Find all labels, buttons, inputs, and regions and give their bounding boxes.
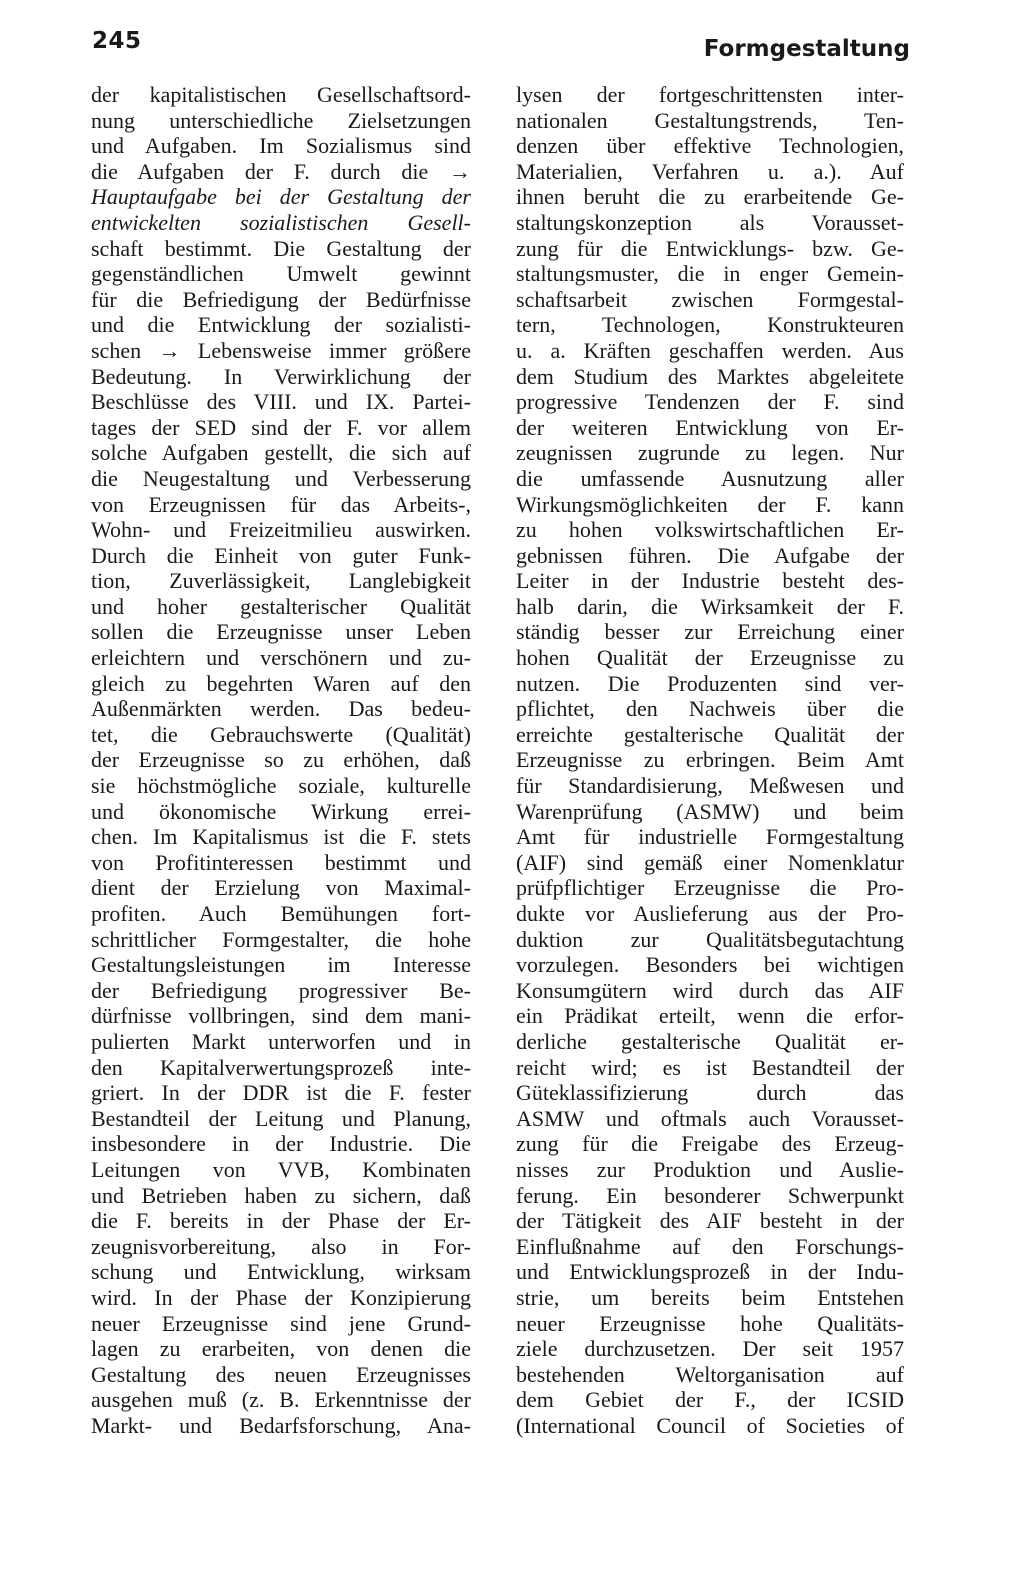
text-line: tern, Technologen, Konstrukteuren bbox=[516, 312, 904, 338]
text-line: Bedeutung. In Verwirklichung der bbox=[91, 363, 471, 389]
text-line: schung und Entwicklung, wirksam bbox=[91, 1259, 471, 1285]
text-line: Hauptaufgabe bei der Gestaltung der bbox=[91, 184, 471, 210]
text-line: denzen über effektive Technologien, bbox=[516, 133, 904, 159]
text-line: ziele durchzusetzen. Der seit 1957 bbox=[516, 1336, 904, 1362]
text-line: Wohn- und Freizeitmilieu auswirken. bbox=[91, 517, 471, 543]
text-line: progressive Tendenzen der F. sind bbox=[516, 389, 904, 415]
text-line: dukte vor Auslieferung aus der Pro- bbox=[516, 901, 904, 926]
text-line: und Entwicklungsprozeß in der Indu- bbox=[516, 1259, 904, 1285]
text-line: für die Befriedigung der Bedürfnisse bbox=[91, 286, 471, 312]
text-line: zung für die Entwicklungs- bzw. Ge- bbox=[516, 235, 904, 261]
text-line: erreichte gestalterische Qualität der bbox=[516, 721, 904, 747]
text-line: bestehenden Weltorganisation auf bbox=[516, 1361, 904, 1387]
text-line: Bestandteil der Leitung und Planung, bbox=[91, 1105, 471, 1131]
text-line: für Standardisierung, Meßwesen und bbox=[516, 773, 904, 799]
text-line: der Erzeugnisse so zu erhöhen, daß bbox=[91, 747, 471, 773]
text-line: und Betrieben haben zu sichern, daß bbox=[91, 1182, 471, 1208]
text-line: ihnen beruht die zu erarbeitende Ge- bbox=[516, 184, 904, 210]
text-line: Markt- und Bedarfsforschung, Ana- bbox=[91, 1412, 471, 1438]
text-line: ein Prädikat erteilt, wenn die erfor- bbox=[516, 1003, 904, 1029]
text-line: gegenständlichen Umwelt gewinnt bbox=[91, 261, 471, 287]
text-line: Durch die Einheit von guter Funk- bbox=[91, 542, 471, 568]
text-line: ständig besser zur Erreichung einer bbox=[516, 619, 904, 645]
text-line: schen → Lebensweise immer größere bbox=[91, 337, 471, 363]
text-line: Leiter in der Industrie besteht des- bbox=[516, 568, 904, 594]
text-line: nationalen Gestaltungstrends, Ten- bbox=[516, 107, 904, 133]
text-line: zung für die Freigabe des Erzeug- bbox=[516, 1131, 904, 1157]
text-line: Konsumgütern wird durch das AIF bbox=[516, 977, 904, 1003]
text-line: Einflußnahme auf den Forschungs- bbox=[516, 1233, 904, 1259]
text-line: (AIF) sind gemäß einer Nomenklatur bbox=[516, 849, 904, 875]
text-line: schaftsarbeit zwischen Formgestal- bbox=[516, 286, 904, 312]
text-line: gebnissen führen. Die Aufgabe der bbox=[516, 542, 904, 568]
text-line: nung unterschiedliche Zielsetzungen bbox=[91, 107, 471, 133]
text-line: tion, Zuverlässigkeit, Langlebigkeit bbox=[91, 568, 471, 594]
text-line: Beschlüsse des VIII. und IX. Partei- bbox=[91, 389, 471, 415]
text-line: erleichtern und verschönern und zu- bbox=[91, 645, 471, 671]
text-line: Warenprüfung (ASMW) und beim bbox=[516, 798, 904, 824]
text-line: von Erzeugnissen für das Arbeits-, bbox=[91, 491, 471, 517]
text-line: halb darin, die Wirksamkeit der F. bbox=[516, 593, 904, 619]
text-line: chen. Im Kapitalismus ist die F. stets bbox=[91, 824, 471, 850]
text-line: Gestaltung des neuen Erzeugnisses bbox=[91, 1361, 471, 1387]
text-line: Erzeugnisse zu erbringen. Beim Amt bbox=[516, 747, 904, 773]
text-line: hohen Qualität der Erzeugnisse zu bbox=[516, 645, 904, 671]
text-line: und ökonomische Wirkung errei- bbox=[91, 798, 471, 824]
text-line: (International Council of Societies of bbox=[516, 1412, 904, 1438]
text-line: neuer Erzeugnisse hohe Qualitäts- bbox=[516, 1310, 904, 1336]
text-line: und Aufgaben. Im Sozialismus sind bbox=[91, 133, 471, 159]
text-line: nisses zur Produktion und Auslie- bbox=[516, 1156, 904, 1182]
text-line: nutzen. Die Produzenten sind ver- bbox=[516, 670, 904, 696]
text-line: dürfnisse vollbringen, sind dem mani- bbox=[91, 1003, 471, 1029]
text-line: ASMW und oftmals auch Vorausset- bbox=[516, 1105, 904, 1131]
text-line: dient der Erzielung von Maximal- bbox=[91, 875, 471, 901]
text-line: den Kapitalverwertungsprozeß inte- bbox=[91, 1054, 471, 1080]
text-line: pflichtet, den Nachweis über die bbox=[516, 696, 904, 722]
text-line: zeugnissen zugrunde zu legen. Nur bbox=[516, 440, 904, 466]
text-line: und die Entwicklung der sozialisti- bbox=[91, 312, 471, 338]
text-line: staltungskonzeption als Vorausset- bbox=[516, 209, 904, 235]
text-line: der Tätigkeit des AIF besteht in der bbox=[516, 1208, 904, 1234]
text-line: insbesondere in der Industrie. Die bbox=[91, 1131, 471, 1157]
text-line: derliche gestalterische Qualität er- bbox=[516, 1028, 904, 1054]
text-line: zu hohen volkswirtschaftlichen Er- bbox=[516, 517, 904, 543]
text-line: dem Gebiet der F., der ICSID bbox=[516, 1387, 904, 1413]
text-line: Außenmärkten werden. Das bedeu- bbox=[91, 696, 471, 722]
text-line: ferung. Ein besonderer Schwerpunkt bbox=[516, 1182, 904, 1208]
text-line: die F. bereits in der Phase der Er- bbox=[91, 1208, 471, 1234]
text-line: die umfassende Ausnutzung aller bbox=[516, 465, 904, 491]
text-line: der Befriedigung progressiver Be- bbox=[91, 977, 471, 1003]
text-line: von Profitinteressen bestimmt und bbox=[91, 849, 471, 875]
text-line: pulierten Markt unterworfen und in bbox=[91, 1028, 471, 1054]
text-line: ausgehen muß (z. B. Erkenntnisse der bbox=[91, 1387, 471, 1413]
text-line: sie höchstmögliche soziale, kulturelle bbox=[91, 773, 471, 799]
text-line: u. a. Kräften geschaffen werden. Aus bbox=[516, 337, 904, 363]
text-line: sollen die Erzeugnisse unser Leben bbox=[91, 619, 471, 645]
running-head: Formgestaltung bbox=[703, 36, 910, 62]
text-line: die Aufgaben der F. durch die → bbox=[91, 158, 471, 184]
text-line: griert. In der DDR ist die F. fester bbox=[91, 1080, 471, 1106]
text-line: neuer Erzeugnisse sind jene Grund- bbox=[91, 1310, 471, 1336]
text-line: die Neugestaltung und Verbesserung bbox=[91, 465, 471, 491]
text-line: wird. In der Phase der Konzipierung bbox=[91, 1284, 471, 1310]
text-line: Amt für industrielle Formgestaltung bbox=[516, 824, 904, 850]
text-line: Leitungen von VVB, Kombinaten bbox=[91, 1156, 471, 1182]
text-line: Güteklassifizierung durch das bbox=[516, 1080, 904, 1106]
text-line: gleich zu begehrten Waren auf den bbox=[91, 670, 471, 696]
text-line: lysen der fortgeschrittensten inter- bbox=[516, 82, 904, 107]
text-line: tet, die Gebrauchswerte (Qualität) bbox=[91, 721, 471, 747]
text-line: tages der SED sind der F. vor allem bbox=[91, 414, 471, 440]
text-line: Wirkungsmöglichkeiten der F. kann bbox=[516, 491, 904, 517]
text-line: schaft bestimmt. Die Gestaltung der bbox=[91, 235, 471, 261]
right-column bbox=[516, 82, 904, 1438]
text-line: Materialien, Verfahren u. a.). Auf bbox=[516, 158, 904, 184]
text-line: profiten. Auch Bemühungen fort- bbox=[91, 901, 471, 926]
text-line: staltungsmuster, die in enger Gemein- bbox=[516, 261, 904, 287]
text-line: duktion zur Qualitätsbegutachtung bbox=[516, 926, 904, 952]
text-line: der kapitalistischen Gesellschaftsord- bbox=[91, 82, 471, 107]
text-line: entwickelten sozialistischen Gesell- bbox=[91, 209, 471, 235]
text-line: zeugnisvorbereitung, also in For- bbox=[91, 1233, 471, 1259]
text-line: schrittlicher Formgestalter, die hohe bbox=[91, 926, 471, 952]
text-line: vorzulegen. Besonders bei wichtigen bbox=[516, 952, 904, 978]
text-line: prüfpflichtiger Erzeugnisse die Pro- bbox=[516, 875, 904, 901]
text-line: der weiteren Entwicklung von Er- bbox=[516, 414, 904, 440]
left-column bbox=[91, 82, 471, 1438]
page-number: 245 bbox=[92, 28, 142, 54]
text-line: strie, um bereits beim Entstehen bbox=[516, 1284, 904, 1310]
text-line: dem Studium des Marktes abgeleitete bbox=[516, 363, 904, 389]
text-line: und hoher gestalterischer Qualität bbox=[91, 593, 471, 619]
text-line: reicht wird; es ist Bestandteil der bbox=[516, 1054, 904, 1080]
text-line: solche Aufgaben gestellt, die sich auf bbox=[91, 440, 471, 466]
text-line: Gestaltungsleistungen im Interesse bbox=[91, 952, 471, 978]
text-line: lagen zu erarbeiten, von denen die bbox=[91, 1336, 471, 1362]
